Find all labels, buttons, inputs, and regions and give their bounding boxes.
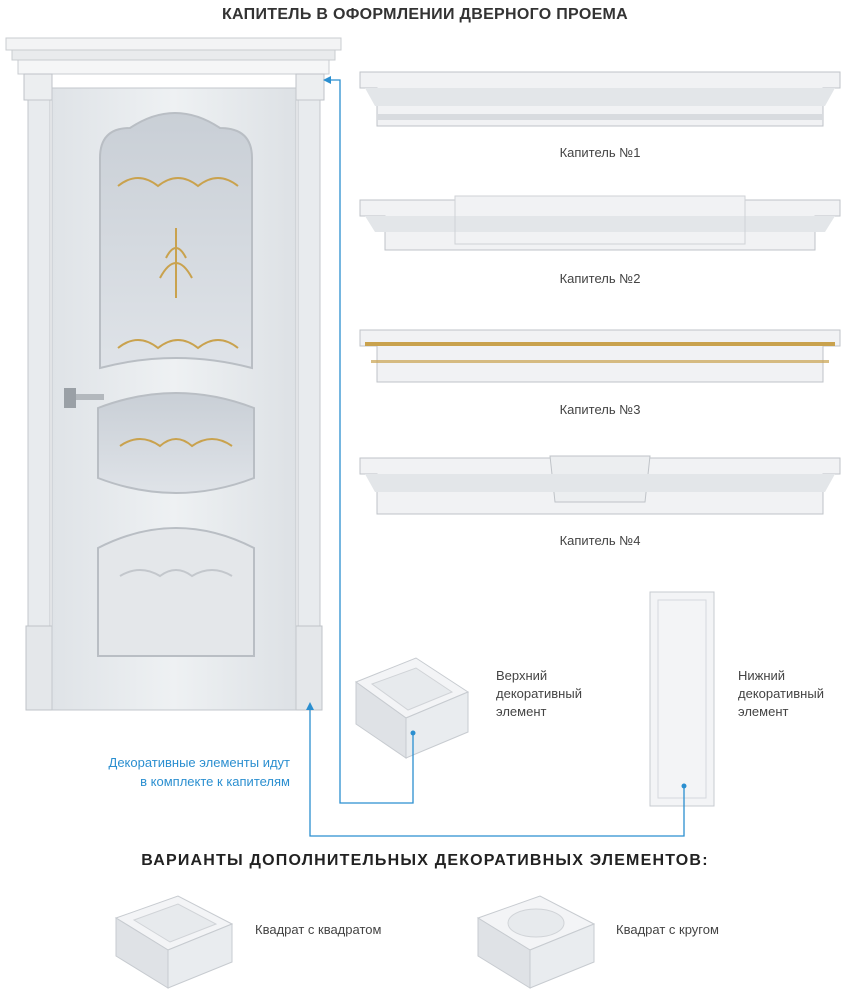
kit-note: Декоративные элементы идут в комплекте к капителям — [108, 755, 290, 789]
variants-title: ВАРИАНТЫ ДОПОЛНИТЕЛЬНЫХ ДЕКОРАТИВНЫХ ЭЛЕМЕНТОВ: — [141, 852, 709, 869]
top-element-label: Верхний декоративный элемент — [496, 668, 582, 719]
bottom-element-label: Нижний декоративный элемент — [738, 668, 824, 719]
variant-square-image — [106, 892, 240, 992]
variant-circle-image — [468, 892, 602, 992]
capital-2-label: Капитель №2 — [559, 271, 641, 286]
capital-1-label: Капитель №1 — [559, 145, 641, 160]
page-title: КАПИТЕЛЬ В ОФОРМЛЕНИИ ДВЕРНОГО ПРОЕМА — [221, 6, 629, 23]
variant-square-label: Квадрат с квадратом — [255, 922, 382, 937]
variant-circle-label: Квадрат с кругом — [616, 922, 719, 937]
capital-4-label: Капитель №4 — [559, 533, 641, 548]
capital-3-label: Капитель №3 — [559, 402, 641, 417]
